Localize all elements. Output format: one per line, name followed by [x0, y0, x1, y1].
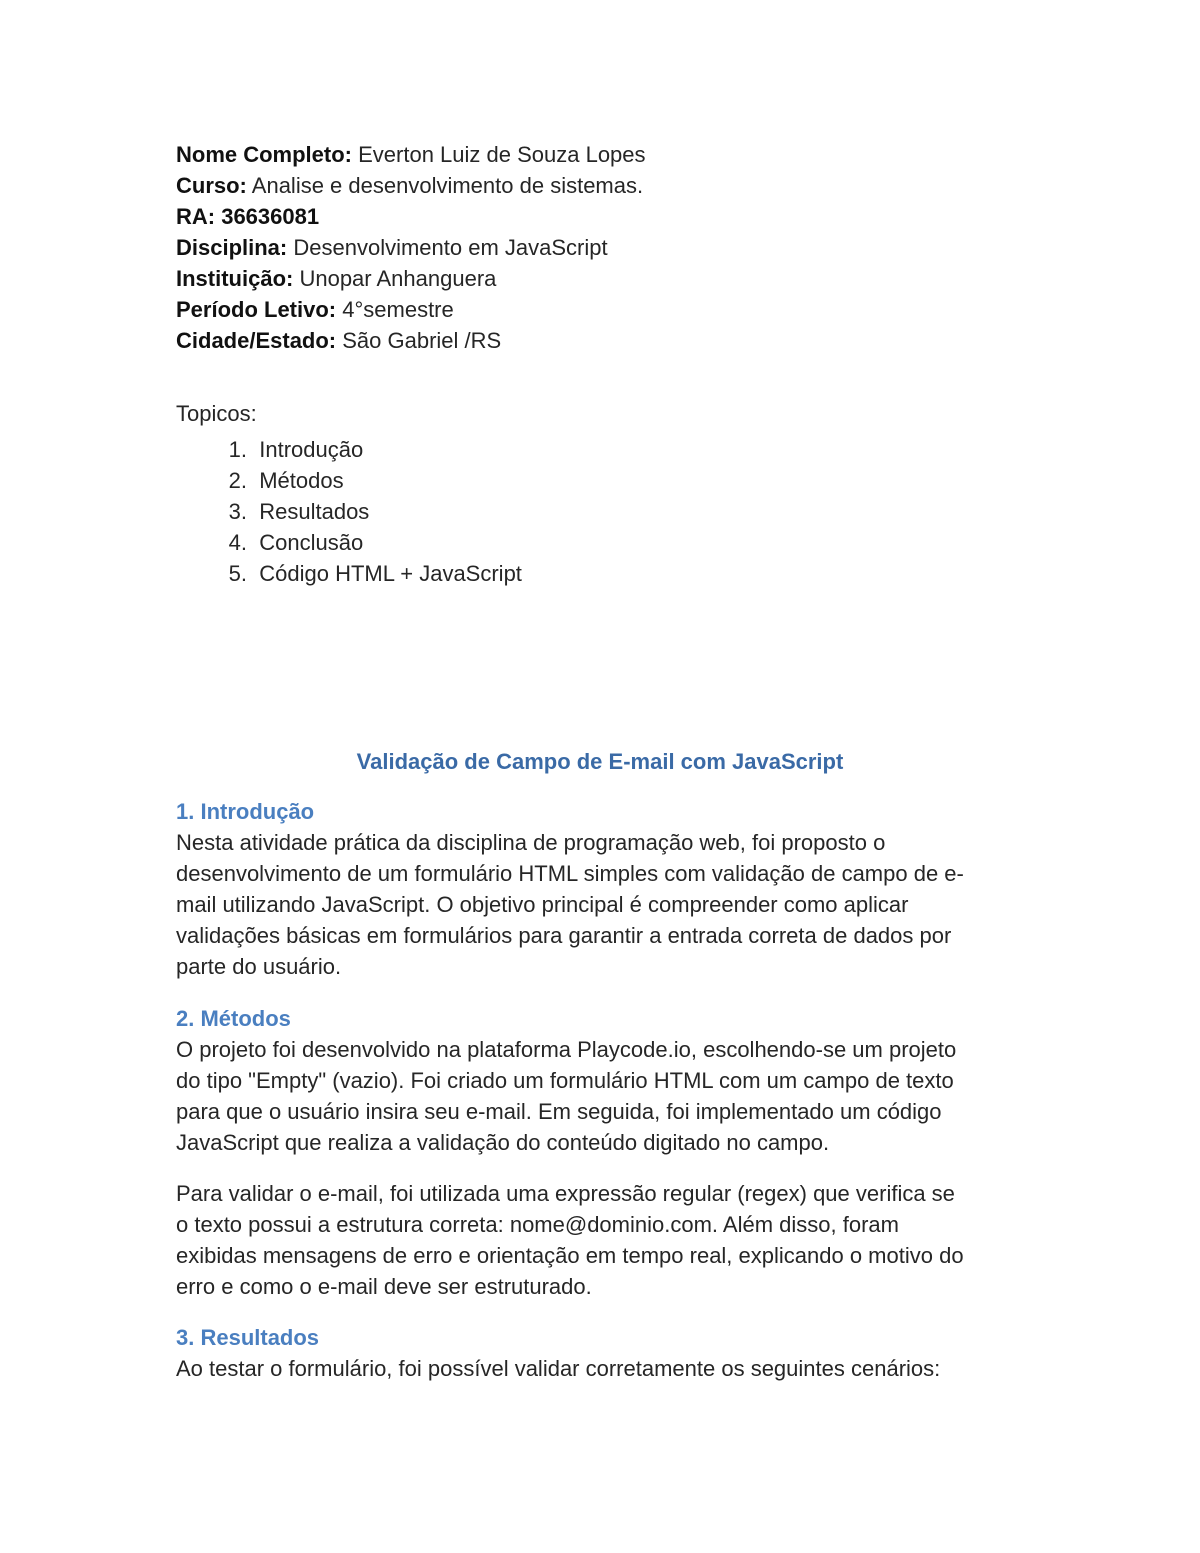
info-label: Período Letivo:: [176, 297, 337, 322]
student-info-block: [176, 139, 1036, 356]
section-heading: 1. Introdução: [176, 799, 315, 824]
section-introduction: [176, 796, 1036, 982]
list-item-number: 2.: [228, 468, 247, 493]
info-value: São Gabriel /RS: [336, 328, 502, 353]
list-item-text: Métodos: [259, 468, 344, 493]
info-line-discipline: [176, 232, 1036, 263]
section-paragraph: O projeto foi desenvolvido na plataforma Playcode.io, escolhendo-se um projeto do tipo "Empty" (vazio). Foi criado um formulário HTML com um campo de texto para que o usuário insira seu e-mail. Em seguida, foi implementado um código JavaScript que realiza a validação do conteúdo digitado no campo.: [176, 1037, 957, 1155]
list-item-text: Código HTML + JavaScript: [259, 561, 522, 586]
info-line-institution: [176, 263, 1036, 294]
list-item: [176, 558, 1036, 589]
info-label: Instituição:: [176, 266, 294, 291]
topics-heading: Topicos:: [176, 401, 257, 426]
list-item-number: 1.: [228, 437, 247, 462]
info-label: Curso:: [176, 173, 247, 198]
info-line-ra: [176, 201, 1036, 232]
section-results: [176, 1322, 1036, 1384]
section-methods-continued: [176, 1178, 1036, 1302]
list-item: [176, 496, 1036, 527]
list-item: [176, 527, 1036, 558]
section-paragraph: Nesta atividade prática da disciplina de programação web, foi proposto o desenvolvimento de um formulário HTML simples com validação de campo de e- mail utilizando JavaScript. O objetivo principal é compreender como aplicar validações básicas em formulários para garantir a entrada correta de dados por parte do usuário.: [176, 830, 964, 979]
info-value: Everton Luiz de Souza Lopes: [352, 142, 646, 167]
section-paragraph: Para validar o e-mail, foi utilizada uma expressão regular (regex) que verifica se o texto possui a estrutura correta: nome@dominio.com. Além disso, foram exibidas mensagens de erro e orientação em tempo real, explicando o motivo do erro e como o e-mail deve ser estruturado.: [176, 1181, 964, 1299]
topics-list: [176, 434, 1036, 589]
info-value: Desenvolvimento em JavaScript: [287, 235, 608, 260]
section-heading: 3. Resultados: [176, 1325, 320, 1350]
list-item-text: Introdução: [259, 437, 364, 462]
info-value: Analise e desenvolvimento de sistemas.: [246, 173, 644, 198]
list-item: [176, 465, 1036, 496]
section-paragraph: Ao testar o formulário, foi possível validar corretamente os seguintes cenários:: [176, 1356, 941, 1381]
list-item-text: Conclusão: [259, 530, 364, 555]
info-label: Disciplina:: [176, 235, 288, 260]
section-methods: [176, 1003, 1036, 1158]
info-label: RA: 36636081: [176, 204, 320, 229]
info-value: Unopar Anhanguera: [293, 266, 497, 291]
info-line-name: [176, 139, 1036, 170]
list-item-number: 3.: [228, 499, 247, 524]
list-item-text: Resultados: [259, 499, 370, 524]
topics-block: [176, 398, 1036, 589]
list-item-number: 5.: [228, 561, 247, 586]
info-line-city: [176, 325, 1036, 356]
info-label: Nome Completo:: [176, 142, 352, 167]
list-item-number: 4.: [228, 530, 247, 555]
document-title: Validação de Campo de E-mail com JavaScript: [356, 749, 844, 774]
info-label: Cidade/Estado:: [176, 328, 337, 353]
list-item: [176, 434, 1036, 465]
info-value: 4°semestre: [336, 297, 454, 322]
section-heading: 2. Métodos: [176, 1006, 291, 1031]
info-line-period: [176, 294, 1036, 325]
info-line-course: [176, 170, 1036, 201]
